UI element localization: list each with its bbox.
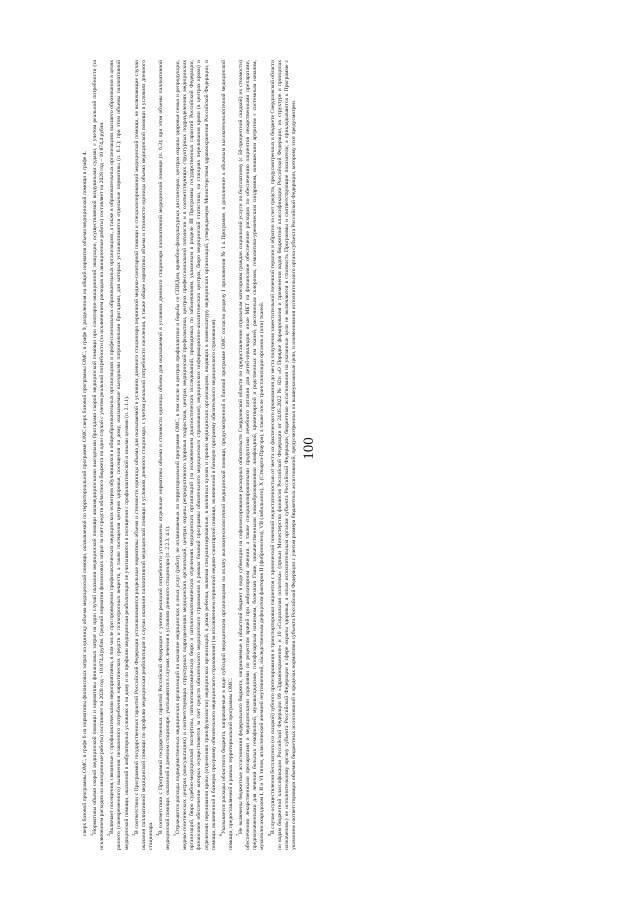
footnote: $^4$В соответствии с Программой государственных гарантий Российской Федерации с учетом реальной потребности установлены отдельные нормативы объема и стоимости единицы объема для оказываемой в условиях дневного стационара паллиативной медицинской помощи (п. 6.3); при этом объемы паллиативной медицинской помощи, оказанной в дневном стационаре, учитываются в случаях лечения в условиях дневного стационара (п. 2.2.3, 4.1). bbox=[154, 60, 171, 850]
footnote: $^6$Указывается расходы областного бюджета, направляемые в виде субсидий медицинским организациям на оплату высокотехнологичной медицинской помощи, предусмотренной в базовой программе ОМС согласно разделу I приложения № 1 к Программе, в дополнение к обычным высокотехнологичной медицинской помощи, предоставляемой в рамках территориальной программы ОМС. bbox=[217, 60, 234, 850]
footnote: $^7$Не включены бюджетные ассигнования федерального бюджета, направляемые в областной бюджет в виде субвенции на софинансирование расходных обязательств Свердловской области по предоставлению отдельным категориям граждан социальной услуги по бесплатному (с 50-процентной скидкой) их стоимости) обеспечению лекарственными препаратами и медицинскими изделиями по рецептам врачей при амбулаторном лечении, а также специализированными продуктами лечебного питания для детей-инвалидов; иные МБТ на финансовое обеспечение расходов по обеспечению пациентов лекарственными препаратами, предназначенными для лечения больных гемофилией, муковисцидозом, гипофизарным нанизмом, болезнью Гоше, злокачественными новообразованиями лимфоидной, кроветворной и родственных им тканей, рассеянным склерозом, гемолитико-уремическим синдромом, юношеским артритом с системным началом, мукополисахаридозом I, II и VI типов, апластической анемией неуточненной, наследственным дефицитом факторов II (фибриногена), VII (лабильного), X (Стюарта-Прауэра), а также после трансплантации органов и (или) тканей. bbox=[235, 60, 266, 850]
footnote: $^1$Нормативы объема скорой медицинской помощи и нормативы финансовых затрат на один случай оказания медицинской помощи авиамедицинскими выездными бригадами скорой медицинской помощи при санитарно-авиационной эвакуации, осуществляемой воздушными судами, с учетом реальной потребности (за исключением расходов на авиационные работы) составляет на 2028 год – 10 874,4 рубля. Средний норматив финансовых затрат за счет средств областного бюджета на один случай с учетом реальной потребности (за исключением расходов на авиационные работы) составляет на 2028 год – 10 874,4 рубля. bbox=[89, 60, 106, 850]
footnote: $^5$Отражаются расходы подведомственных медицинских организаций на оказание медицинских и иных услуг (работ), не оплачиваемых по территориальной программе ОМС, в том числе в центрах профилактики и борьбы со СПИДом, врачебно-физкультурных диспансерах, центрах охраны здоровья семьи и репродукции, медико-генетических центрах (консультациях) и соответствующих структурных подразделениях медицинских организаций, центрах охраны репродуктивного здоровья подростков, центрах медицинской профилактики, центрах профессиональной патологии и в соответствующих структурных подразделениях медицинских организаций, бюро судебно-медицинской экспертизы, патологоанатомических бюро и патологоанатомических отделениях медицинских организаций (за исключением диагностических исследований, проводимых по заболеваниям, указанным в разделе III Программы государственных гарантий Российской Федерации, финансовое обеспечение которых осуществляется за счет средств обязательного медицинского страхования в рамках базовой программы обязательного медицинского страхования), медицинских информационно-аналитических центрах, бюро медицинской статистики, на станциях переливания крови (в центрах крови) и отделениях переливания крови (отделениях трансфузиологии) медицинских организаций, в домах ребенка, включая специализированные, в молочных кухнях и прочих медицинских организациях, входящих в номенклатуру медицинских организаций, утверждаемую Министерством здравоохранения Российской Федерации, и помощи, включенной в базовую программу обязательного медицинского страхования) (за исключением первичной медико-санитарной помощи, включенной в базовую программу обязательного медицинского страхования). bbox=[172, 60, 217, 850]
rotated-text-block bbox=[82, 60, 552, 850]
footnotes bbox=[82, 60, 298, 850]
footnote: $^2$Включает посещения, связанные с профилактическими мероприятиями, в том числе при проведении профилактических медицинских осмотров обучающихся в общеобразовательных организациях и профессиональных образовательных организациях, а также в образовательных организациях высшего образования в целях раннего (своевременного) выявления незаконного потребления наркотических средств и психотропных веществ, а также посещения центров здоровья, посещения на дому, оказываемые выездными патронажными бригадами, для которых устанавливаются отдельные нормативы (п. 6.1.); при этом объемы паллиативной медицинской помощи, оказанной в амбулаторных условиях и на дому и по профилю медицинская реабилитация не учитываются в посещения с профилактической и иными целями (п. 2.1.1). bbox=[106, 60, 130, 850]
page-number: 100 bbox=[300, 437, 317, 460]
footnote: $^8$В случае осуществления бесплатного (со скидкой) зубного протезирования и транспортировки пациентов с хронической почечной недостаточностью от места их фактического проживания до места получения заместительной почечной терапии и обратно за счет средств, предусмотренных в бюджете Свердловской области по кодам бюджетной классификации Российской Федерации 09 «Здравоохранение» и 10 «Социальная политика» (приказ Министерства финансов Российской Федерации от 24.05.2022 № 82н «О Порядке формирования и применения кодов бюджетной классификации Российской Федерации, их структуре и принципах назначения») не исполнительному органу субъекта Российской Федерации в сфере охраны здоровья, а иным исполнительным органам субъекта Российской Федерации, бюджетные ассигнования на указанные цели не включаются в стоимость Программы и соответствующие показатели, а прикладываются к Программе с указанием соответствующих объемов бюджетных ассигнований в пределах нормативов субъекта Российской Федерации с учетом размера бюджетных ассигнований, предусмотренных на вышеуказанные цели, и наименования исполнительного органа субъекта Российской Федерации, которому этот предусмотрен. bbox=[266, 60, 297, 850]
footnote: сверх базовой программы ОМС, в графе 6 на нормативы финансовых затрат на единицу объема медицинской помощи, оказываемой по территориальной программе ОМС сверх базовой программы ОМС, в графе 9, разделенная на общий норматив объема медицинской помощи в графе 4. bbox=[82, 151, 88, 836]
footnote: $^3$В соответствии с Программой государственных гарантий Российской Федерации устанавливаются раздельные нормативы объема и стоимости единицы объема для оказываемой в условиях дневного стационара первичной медико-санитарной помощи и специализированной медицинской помощи, не включающие случаи оказания паллиативной медицинской помощи по профилю медицинская реабилитация и случаи оказания паллиативной медицинской помощи в условиях дневного стационара, с учетом реальной потребности населения, а также общие нормативы объема и стоимости единицы объема медицинской помощи в условиях дневного стационара. bbox=[130, 60, 154, 850]
